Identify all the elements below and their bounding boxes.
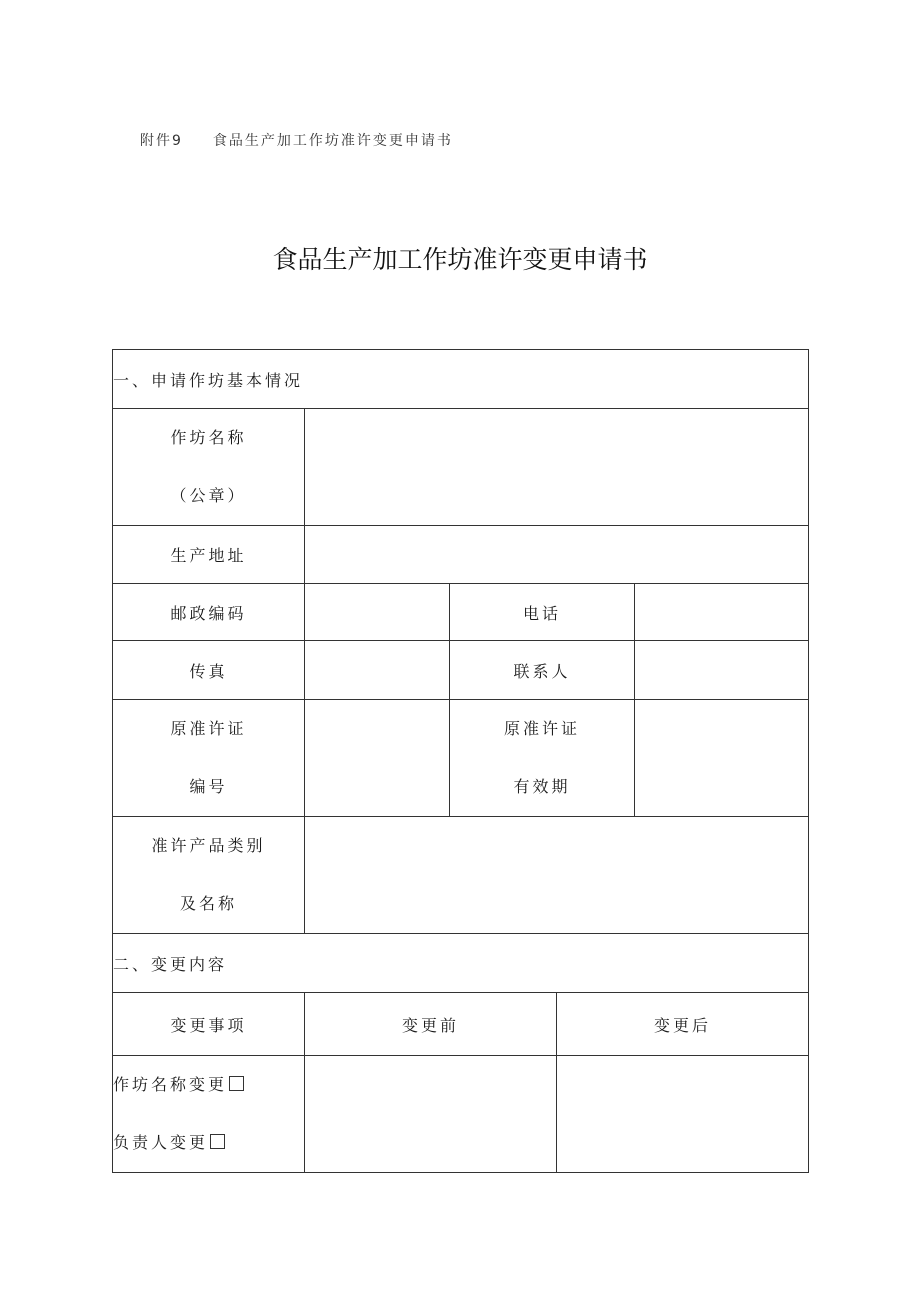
license-row — [113, 700, 809, 817]
orig-license-no-input[interactable] — [305, 700, 450, 817]
change-before-header: 变更前 — [305, 993, 557, 1056]
orig-license-valid-line2: 有效期 — [513, 777, 571, 796]
production-address-label: 生产地址 — [113, 526, 305, 584]
change-person-option[interactable] — [113, 1114, 304, 1172]
change-person-label: 负责人变更 — [113, 1133, 209, 1152]
postal-code-input[interactable] — [305, 584, 450, 641]
change-header-row — [113, 993, 809, 1056]
workshop-name-label-line1: 作坊名称 — [170, 428, 247, 447]
workshop-name-input[interactable] — [305, 409, 809, 526]
fax-input[interactable] — [305, 641, 450, 700]
production-address-row — [113, 526, 809, 584]
workshop-name-row — [113, 409, 809, 526]
change-name-option[interactable] — [113, 1056, 304, 1114]
section2-heading-row — [113, 934, 809, 993]
change-content-row — [113, 1056, 809, 1173]
phone-input[interactable] — [635, 584, 809, 641]
section1-heading: 一、申请作坊基本情况 — [113, 350, 809, 409]
change-name-label: 作坊名称变更 — [113, 1075, 228, 1094]
product-category-line1: 准许产品类别 — [151, 836, 266, 855]
attachment-title: 食品生产加工作坊准许变更申请书 — [212, 133, 453, 149]
product-category-line2: 及名称 — [179, 894, 237, 913]
fax-contact-row — [113, 641, 809, 700]
postal-phone-row — [113, 584, 809, 641]
document-title: 食品生产加工作坊准许变更申请书 — [272, 245, 648, 274]
product-category-row — [113, 817, 809, 934]
change-item-header: 变更事项 — [113, 993, 305, 1056]
application-form-table — [112, 349, 809, 1173]
change-name-checkbox[interactable] — [229, 1076, 244, 1091]
orig-license-no-line1: 原准许证 — [170, 719, 247, 738]
contact-input[interactable] — [635, 641, 809, 700]
orig-license-no-line2: 编号 — [189, 777, 228, 796]
change-options — [113, 1056, 305, 1173]
contact-label: 联系人 — [450, 641, 635, 700]
orig-license-valid-label — [450, 700, 635, 817]
orig-license-valid-input[interactable] — [635, 700, 809, 817]
product-category-label — [113, 817, 305, 934]
orig-license-no-label — [113, 700, 305, 817]
fax-label: 传真 — [113, 641, 305, 700]
change-person-checkbox[interactable] — [210, 1134, 225, 1149]
product-category-input[interactable] — [305, 817, 809, 934]
attachment-number: 附件9 — [140, 133, 183, 149]
attachment-header — [140, 130, 453, 150]
section1-heading-row — [113, 350, 809, 409]
change-after-header: 变更后 — [557, 993, 809, 1056]
workshop-name-label — [113, 409, 305, 526]
production-address-input[interactable] — [305, 526, 809, 584]
section2-heading: 二、变更内容 — [113, 934, 809, 993]
postal-code-label: 邮政编码 — [113, 584, 305, 641]
change-before-input[interactable] — [305, 1056, 557, 1173]
change-after-input[interactable] — [557, 1056, 809, 1173]
orig-license-valid-line1: 原准许证 — [503, 719, 580, 738]
workshop-name-label-line2: （公章） — [170, 486, 247, 505]
phone-label: 电话 — [450, 584, 635, 641]
